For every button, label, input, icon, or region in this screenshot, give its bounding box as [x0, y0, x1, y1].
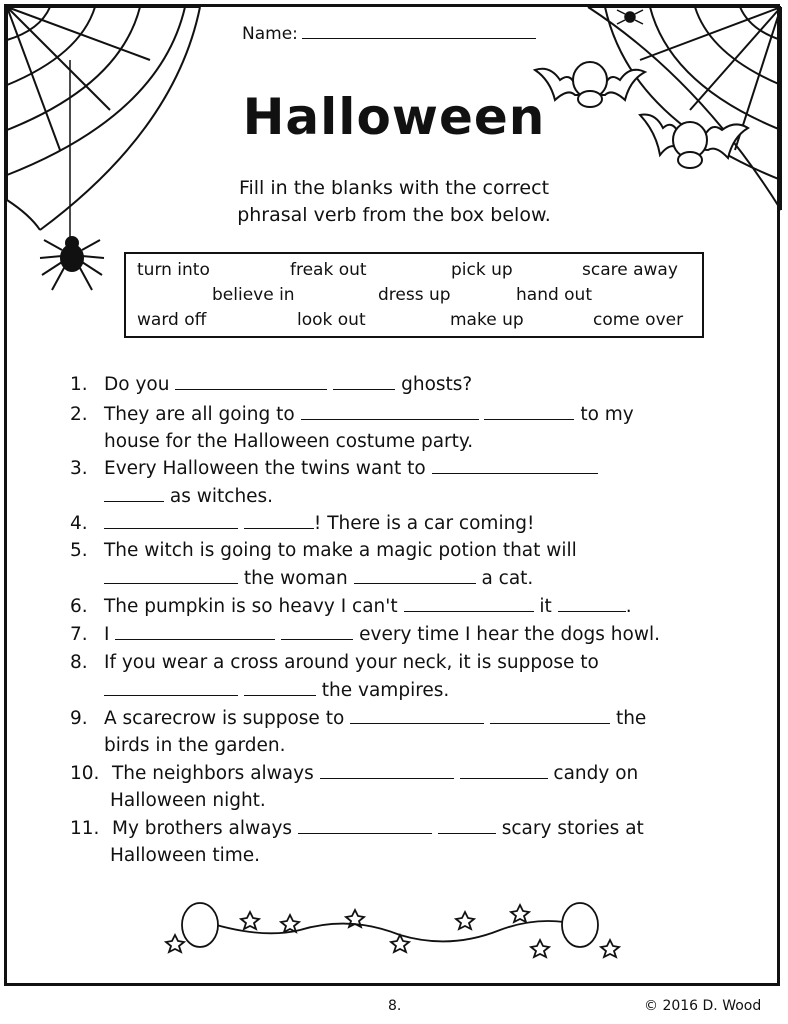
copyright: © 2016 D. Wood	[644, 998, 762, 1014]
answer-blank[interactable]	[298, 818, 432, 834]
question-4: 4. ! There is a car coming!	[70, 513, 535, 534]
small-spider-icon	[617, 10, 643, 24]
answer-blank[interactable]	[320, 763, 454, 779]
answer-blank[interactable]	[175, 374, 327, 390]
instructions	[0, 175, 788, 229]
question-9: 9. A scarecrow is suppose to the	[70, 708, 647, 729]
answer-blank[interactable]	[490, 708, 610, 724]
answer-blank[interactable]	[104, 680, 238, 696]
question-3: 3. Every Halloween the twins want to	[70, 458, 598, 479]
name-blank[interactable]	[302, 22, 536, 39]
question-2-cont: house for the Halloween costume party.	[104, 431, 474, 452]
word-option: make up	[450, 310, 524, 330]
answer-blank[interactable]	[350, 708, 484, 724]
answer-blank[interactable]	[244, 680, 316, 696]
answer-blank[interactable]	[438, 818, 496, 834]
instructions-line-2: phrasal verb from the box below.	[237, 204, 551, 226]
question-10: 10. The neighbors always candy on	[70, 763, 639, 784]
garland-icon	[166, 903, 619, 957]
question-7: 7. I every time I hear the dogs howl.	[70, 624, 660, 645]
answer-blank[interactable]	[404, 596, 534, 612]
question-5: 5. The witch is going to make a magic potion that will	[70, 540, 577, 561]
answer-blank[interactable]	[484, 404, 574, 420]
answer-blank[interactable]	[460, 763, 548, 779]
question-6: 6. The pumpkin is so heavy I can't it .	[70, 596, 632, 617]
word-option: ward off	[137, 310, 207, 330]
word-option: freak out	[290, 260, 367, 280]
word-option: scare away	[582, 260, 678, 280]
word-option: believe in	[212, 285, 295, 305]
question-1: 1. Do you ghosts?	[70, 374, 473, 395]
answer-blank[interactable]	[115, 624, 275, 640]
question-2: 2. They are all going to to my	[70, 404, 634, 425]
question-11: 11. My brothers always scary stories at	[70, 818, 644, 839]
answer-blank[interactable]	[301, 404, 479, 420]
question-11-cont: Halloween time.	[110, 845, 261, 866]
word-option: turn into	[137, 260, 210, 280]
spider-icon	[40, 237, 104, 290]
word-option: pick up	[451, 260, 513, 280]
name-field[interactable]	[242, 22, 536, 44]
word-option: dress up	[378, 285, 451, 305]
question-3-cont: as witches.	[104, 486, 273, 507]
question-9-cont: birds in the garden.	[104, 735, 286, 756]
answer-blank[interactable]	[104, 486, 164, 502]
question-8-cont: the vampires.	[104, 680, 449, 701]
word-option: look out	[297, 310, 366, 330]
answer-blank[interactable]	[244, 513, 314, 529]
word-option: hand out	[516, 285, 593, 305]
question-8: 8. If you wear a cross around your neck, it is suppose to	[70, 652, 599, 673]
answer-blank[interactable]	[558, 596, 626, 612]
word-option: come over	[593, 310, 684, 330]
answer-blank[interactable]	[104, 568, 238, 584]
answer-blank[interactable]	[104, 513, 238, 529]
page-title: Halloween	[242, 88, 546, 146]
page-number: 8.	[388, 998, 402, 1014]
question-10-cont: Halloween night.	[110, 790, 266, 811]
instructions-line-1: Fill in the blanks with the correct	[238, 177, 550, 199]
answer-blank[interactable]	[432, 458, 598, 474]
name-label: Name:	[242, 24, 298, 44]
answer-blank[interactable]	[281, 624, 353, 640]
question-5-cont: the woman a cat.	[104, 568, 533, 589]
answer-blank[interactable]	[333, 374, 395, 390]
word-box	[124, 252, 704, 338]
answer-blank[interactable]	[354, 568, 476, 584]
